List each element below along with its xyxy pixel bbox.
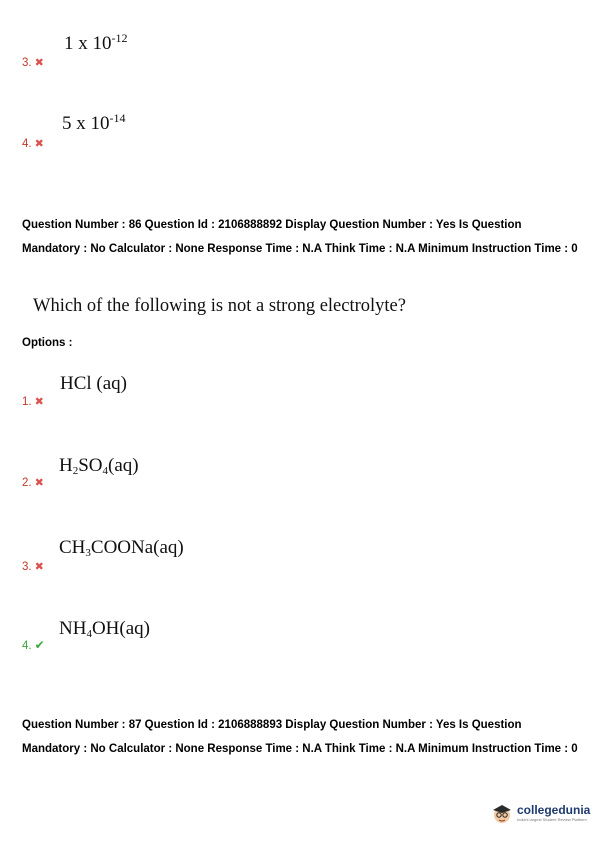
option-3-number: 3. ✖ [22, 561, 44, 573]
option-1-number: 1. ✖ [22, 396, 44, 408]
options-label: Options : [22, 337, 73, 349]
prev-option-4-number: 4. ✖ [22, 138, 44, 150]
option-3-text: $CH_3COONa(aq)$ [59, 537, 184, 559]
cross-icon: ✖ [34, 138, 44, 150]
prev-option-3-text: 1 x $10^{-12}$ [64, 31, 128, 54]
prev-option-3-number: 3. ✖ [22, 57, 44, 69]
cross-icon: ✖ [34, 477, 44, 489]
cross-icon: ✖ [34, 561, 44, 573]
question-86-meta: Question Number : 86 Question Id : 2106888892 Display Question Number : Yes Is Question Mandatory : No Calculator : None Response Time : N.A Think Time : N.A Minimum Instruction Time : 0 [22, 219, 578, 255]
check-icon: ✔ [34, 638, 45, 652]
student-mascot-icon [490, 800, 514, 826]
option-1-text: HCl (aq) [60, 373, 128, 394]
collegedunia-logo [490, 800, 590, 826]
option-2-text: $H_2SO_4(aq)$ [59, 455, 139, 477]
cross-icon: ✖ [34, 57, 44, 69]
option-4-number: 4. ✔ [22, 638, 45, 652]
question-86-text: Which of the following is not a strong electrolyte? [33, 296, 406, 316]
option-4-text: $NH_4OH(aq)$ [59, 618, 150, 640]
logo-tagline: India's largest Student Review Platform [517, 817, 587, 822]
question-87-meta: Question Number : 87 Question Id : 2106888893 Display Question Number : Yes Is Question Mandatory : No Calculator : None Response Time : N.A Think Time : N.A Minimum Instruction Time : 0 [22, 719, 578, 755]
option-2-number: 2. ✖ [22, 477, 44, 489]
cross-icon: ✖ [34, 396, 44, 408]
prev-option-4-text: 5 x $10^{-14}$ [62, 111, 126, 134]
logo-name: collegedunia [517, 803, 591, 817]
